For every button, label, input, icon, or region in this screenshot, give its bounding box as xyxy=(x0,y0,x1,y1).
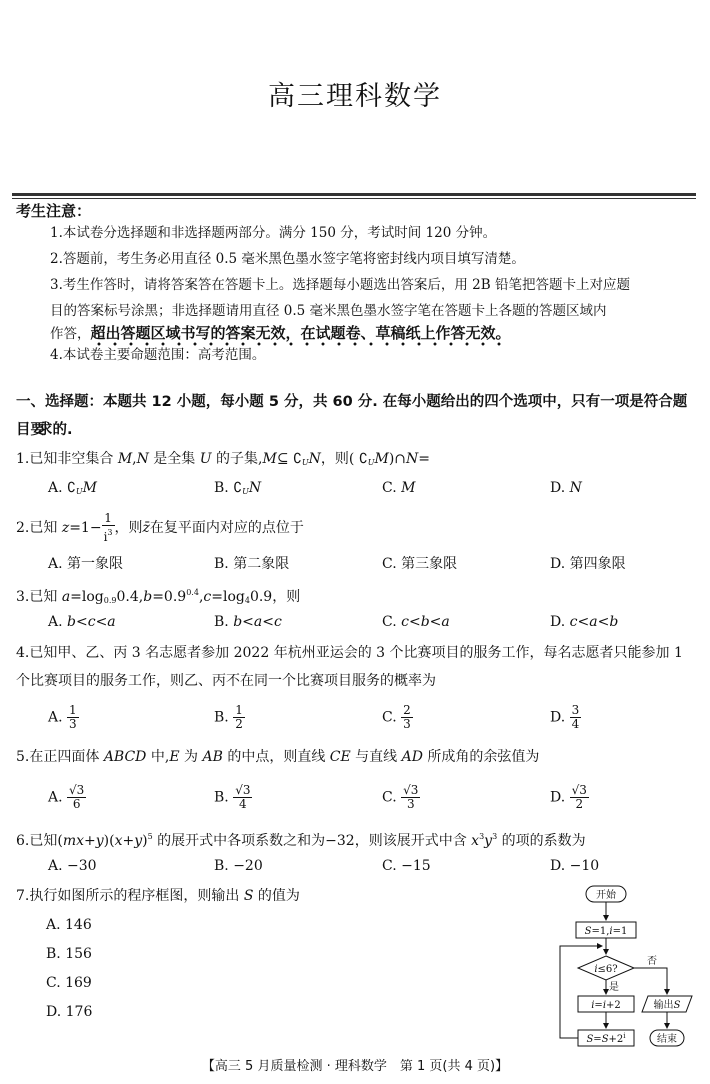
notice-item-3-line-2: 目的答案标号涂黑；非选择题请用直径 0.5 毫米黑色墨水签字笔在答题卡上各题的答题区域内 xyxy=(50,303,607,319)
option-a: A. −30 xyxy=(48,858,97,874)
option-a: A. b<c<a xyxy=(48,614,116,630)
option-c: C. $\frac{√3}{3}$ xyxy=(382,783,419,811)
notice-emphasis: 超出答题区域书写的答案无效，在试题卷、草稿纸上作答无效。 xyxy=(91,324,511,342)
option-a: A. $\frac{√3}{6}$ xyxy=(48,783,85,811)
option-c: C. 第三象限 xyxy=(382,556,458,572)
option-a: A. $∁_UM$ xyxy=(48,480,98,496)
question-3: 3.已知 $a=\log_{0.9}0.4,b=0.9^{0.4},c=\log_40.9$，则 xyxy=(16,588,301,605)
question-7-option-c: C. 169 xyxy=(46,975,92,991)
option-b: B. −20 xyxy=(214,858,263,874)
header-rule-thin xyxy=(12,198,696,199)
option-c: C. c<b<a xyxy=(382,614,450,630)
svg-text:输出S: 输出S xyxy=(653,1000,681,1011)
svg-text:i=i+2: i=i+2 xyxy=(591,1000,621,1011)
svg-text:是: 是 xyxy=(609,982,619,993)
question-4-line-2: 个比赛项目的服务工作，则乙、丙不在同一个比赛项目服务的概率为 xyxy=(16,673,436,689)
svg-text:S=S+2i: $S=S+2^i$ xyxy=(586,1032,626,1045)
page-footer: 【高三 5 月质量检测 · 理科数学 第 1 页(共 4 页)】 xyxy=(201,1059,509,1074)
question-7-option-a: A. 146 xyxy=(46,917,92,933)
option-d: D. $\frac{3}{4}$ xyxy=(550,703,580,731)
question-2: 2.已知 z=1− $\frac{1}{i^3}$ ，则z̄在复平面内对应的点位于 xyxy=(16,511,304,544)
svg-text:i≤6?: i≤6? xyxy=(594,964,618,975)
notice-heading: 考生注意： xyxy=(16,202,92,220)
option-b: B. $\frac{√3}{4}$ xyxy=(214,783,251,811)
option-d: D. 第四象限 xyxy=(550,556,626,572)
option-d: D. −10 xyxy=(550,858,600,874)
notice-item-4: 4.本试卷主要命题范围：高考范围。 xyxy=(50,347,266,363)
section-1-heading-line-2: 求的. xyxy=(38,422,73,438)
notice-item-3-line-1: 3.考生作答时，请将答案答在答题卡上。选择题每小题选出答案后，用 2B 铅笔把答题卡上对应题 xyxy=(50,277,630,293)
question-4-line-1: 4.已知甲、乙、丙 3 名志愿者参加 2022 年杭州亚运会的 3 个比赛项目的服务工作，每名志愿者只能参加 1 xyxy=(16,645,683,661)
question-6: 6.已知$(mx+y)(x+y)^5$ 的展开式中各项系数之和为−32，则该展开式中含 $x^3y^3$ 的项的系数为 xyxy=(16,832,586,849)
option-d: D. c<a<b xyxy=(550,614,619,630)
question-5: 5.在正四面体 ABCD 中,E 为 AB 的中点，则直线 CE 与直线 AD 所成角的余弦值为 xyxy=(16,749,540,765)
option-b: B. b<a<c xyxy=(214,614,282,630)
option-d: D. N xyxy=(550,480,582,496)
option-c: C. −15 xyxy=(382,858,431,874)
option-b: B. 第二象限 xyxy=(214,556,290,572)
svg-text:S=1,i=1: S=1,i=1 xyxy=(584,926,628,937)
header-rule-thick xyxy=(12,193,696,196)
program-flowchart xyxy=(540,880,700,1050)
option-b: B. $\frac{1}{2}$ xyxy=(214,703,243,731)
notice-item-2: 2.答题前，考生务必用直径 0.5 毫米黑色墨水签字笔将密封线内项目填写清楚。 xyxy=(50,251,525,267)
option-c: C. $\frac{2}{3}$ xyxy=(382,703,411,731)
section-1-heading-line-1: 一、选择题：本题共 12 小题，每小题 5 分，共 60 分. 在每小题给出的四个选项中，只有一项是符合题目要 xyxy=(16,394,688,438)
option-d: D. $\frac{√3}{2}$ xyxy=(550,783,587,811)
option-b: B. $∁_UN$ xyxy=(214,480,262,496)
question-7-option-d: D. 176 xyxy=(46,1004,93,1020)
option-a: A. 第一象限 xyxy=(48,556,124,572)
svg-text:否: 否 xyxy=(647,956,657,967)
page-title: 高三理科数学 xyxy=(268,81,442,112)
notice-item-3-prefix: 作答， xyxy=(50,326,91,342)
option-a: A. $\frac{1}{3}$ xyxy=(48,703,77,731)
svg-text:结束: 结束 xyxy=(657,1034,677,1045)
question-7: 7.执行如图所示的程序框图，则输出 S 的值为 xyxy=(16,888,300,904)
question-1: 1.已知非空集合 M,N 是全集 U 的子集,M⊆ $∁_UN$，则( $∁_UM)\cap N=$ xyxy=(16,451,431,467)
question-7-option-b: B. 156 xyxy=(46,946,92,962)
notice-item-1: 1.本试卷分选择题和非选择题两部分。满分 150 分，考试时间 120 分钟。 xyxy=(50,225,497,241)
svg-text:开始: 开始 xyxy=(596,890,616,901)
option-c: C. M xyxy=(382,480,416,496)
